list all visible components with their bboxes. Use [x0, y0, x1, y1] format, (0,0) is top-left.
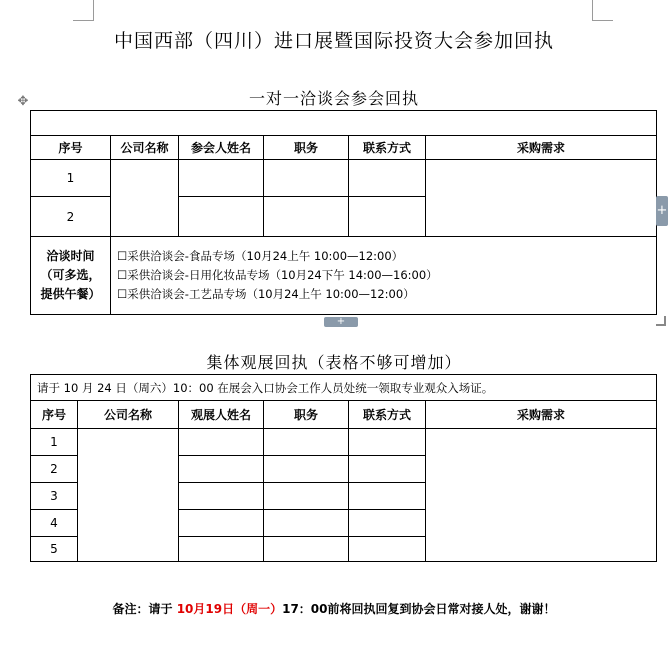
header-cell: 职务: [264, 401, 349, 429]
purchase-demand-cell[interactable]: [426, 429, 657, 562]
company-name-cell[interactable]: [78, 429, 179, 562]
position-cell[interactable]: [264, 429, 349, 456]
pickup-notice: 请于 10 月 24 日（周六）10：00 在展会入口协会工作人员处统一领取专业观众入场证。: [31, 375, 657, 401]
header-cell: 公司名称: [78, 401, 179, 429]
header-cell: 联系方式: [349, 136, 426, 160]
header-cell: 职务: [264, 136, 349, 160]
section2-title: 集体观展回执（表格不够可增加）: [206, 353, 462, 372]
header-cell: 序号: [31, 401, 78, 429]
row-number: 1: [31, 160, 111, 197]
position-cell[interactable]: [264, 510, 349, 537]
move-handle-icon[interactable]: ✥: [17, 94, 29, 109]
note-prefix: 备注：请于: [112, 602, 177, 616]
attendee-name-cell[interactable]: [179, 197, 264, 237]
group-visit-table: [30, 374, 657, 562]
contact-cell[interactable]: [349, 510, 426, 537]
contact-cell[interactable]: [349, 537, 426, 562]
header-cell: 联系方式: [349, 401, 426, 429]
note-deadline: 10月19日（周一）: [176, 602, 283, 616]
page-corner-mark-top-left: [73, 0, 94, 21]
visitor-name-cell[interactable]: [179, 537, 264, 562]
attendee-name-cell[interactable]: [179, 160, 264, 197]
session-options: [111, 237, 657, 315]
negotiation-reply-table: [30, 110, 657, 315]
header-cell: 公司名称: [111, 136, 179, 160]
visitor-name-cell[interactable]: [179, 429, 264, 456]
visitor-name-cell[interactable]: [179, 483, 264, 510]
page-corner-mark-top-right: [592, 0, 613, 21]
row-number: 5: [31, 537, 78, 562]
session-option-food[interactable]: ☐采供洽谈会-食品专场（10月24上午 10:00—12:00）: [117, 249, 404, 263]
header-cell: 观展人姓名: [179, 401, 264, 429]
table1-blank-row[interactable]: [31, 111, 657, 136]
purchase-demand-cell[interactable]: [426, 160, 657, 237]
section1-title: 一对一洽谈会参会回执: [248, 89, 419, 108]
header-cell: 采购需求: [426, 136, 657, 160]
row-number: 4: [31, 510, 78, 537]
session-option-cosmetics[interactable]: ☐采供洽谈会-日用化妆品专场（10月24下午 14:00—16:00）: [117, 268, 438, 282]
row-number: 2: [31, 197, 111, 237]
row-number: 1: [31, 429, 78, 456]
session-option-crafts[interactable]: ☐采供洽谈会-工艺品专场（10月24上午 10:00—12:00）: [117, 287, 415, 301]
document-title: 中国西部（四川）进口展暨国际投资大会参加回执: [113, 30, 554, 52]
contact-cell[interactable]: [349, 456, 426, 483]
visitor-name-cell[interactable]: [179, 456, 264, 483]
position-cell[interactable]: [264, 160, 349, 197]
table-resize-handle[interactable]: [656, 316, 666, 326]
position-cell[interactable]: [264, 197, 349, 237]
negotiation-time-label: 洽谈时间 （可多选， 提供午餐）: [31, 237, 111, 315]
header-cell: 采购需求: [426, 401, 657, 429]
position-cell[interactable]: [264, 537, 349, 562]
row-number: 2: [31, 456, 78, 483]
add-row-icon[interactable]: +: [324, 317, 358, 327]
position-cell[interactable]: [264, 456, 349, 483]
add-column-icon[interactable]: +: [656, 196, 668, 226]
visitor-name-cell[interactable]: [179, 510, 264, 537]
row-number: 3: [31, 483, 78, 510]
position-cell[interactable]: [264, 483, 349, 510]
contact-cell[interactable]: [349, 483, 426, 510]
contact-cell[interactable]: [349, 429, 426, 456]
footer-note: [0, 600, 668, 617]
note-suffix: 17：00前将回执回复到协会日常对接人处，谢谢！: [282, 602, 556, 616]
header-cell: 序号: [31, 136, 111, 160]
contact-cell[interactable]: [349, 160, 426, 197]
header-cell: 参会人姓名: [179, 136, 264, 160]
contact-cell[interactable]: [349, 197, 426, 237]
company-name-cell[interactable]: [111, 160, 179, 237]
